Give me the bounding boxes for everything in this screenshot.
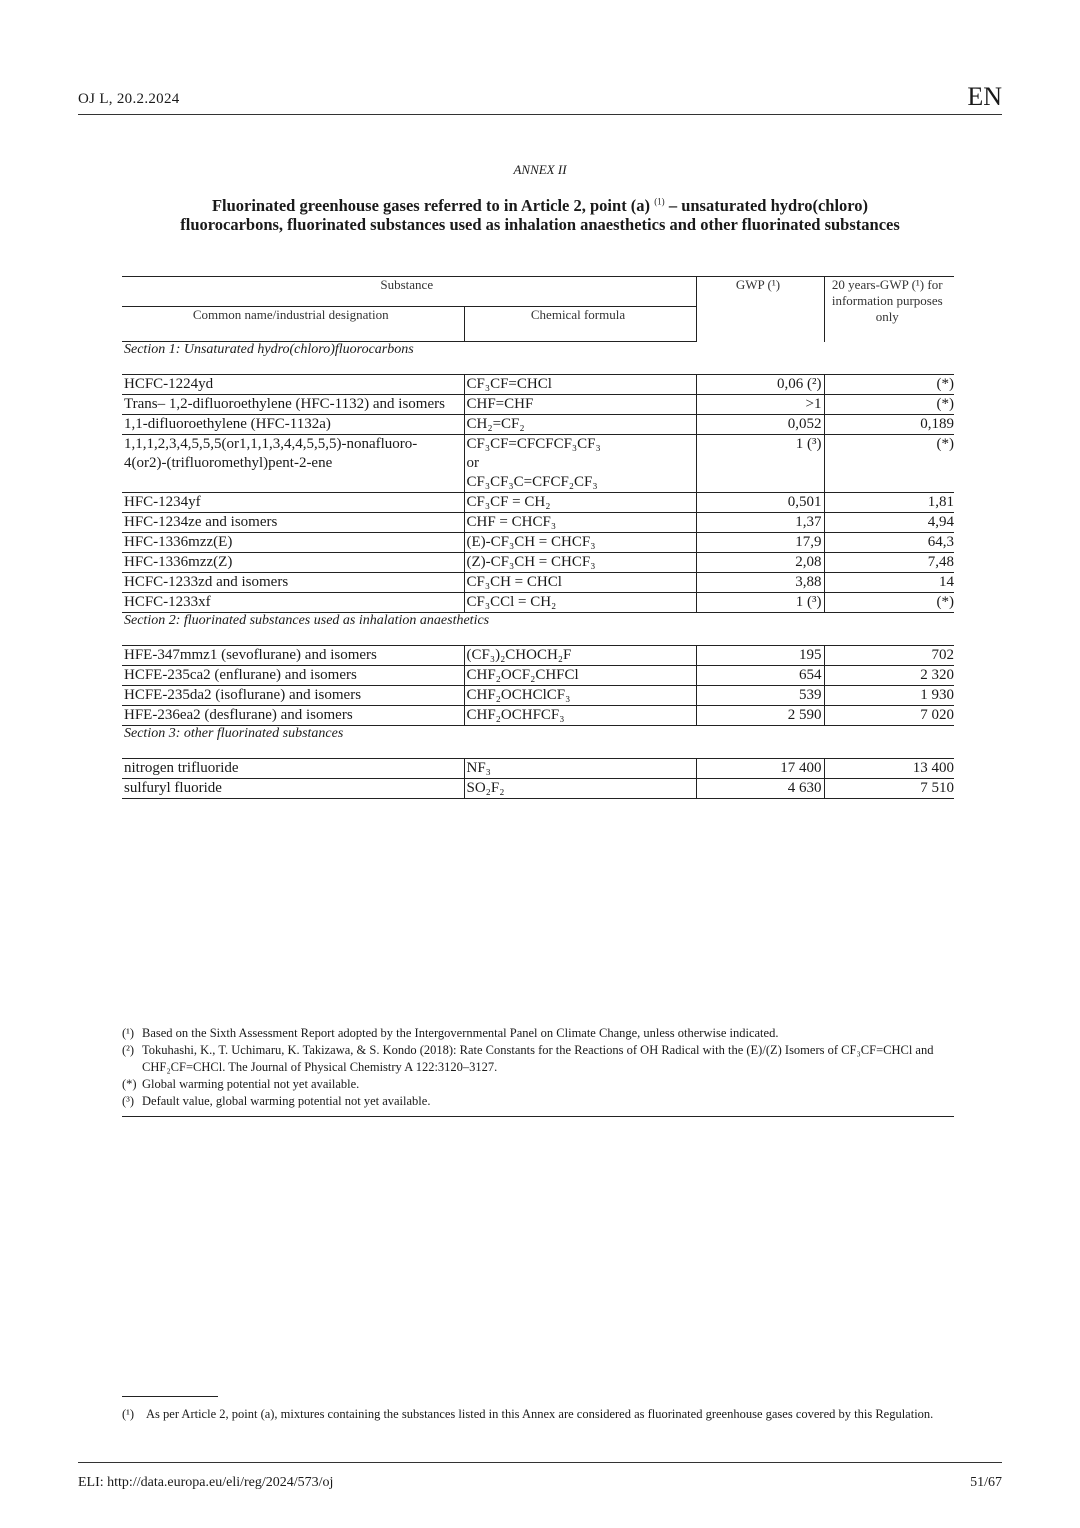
gwp-cell: 654 [696,666,824,686]
journal-reference: OJ L, 20.2.2024 [78,91,180,107]
note-text: Global warming potential not yet available. [142,1077,360,1091]
table-row [122,375,954,395]
section-title: Section 3: other fluorinated substances [122,726,954,759]
substance-name-cell: HFC-1336mzz(E) [122,533,464,553]
language-code: EN [967,82,1002,111]
chemical-formula-cell: CHF₂OCHFCF₃ [464,706,696,726]
header-common-name: Common name/industrial designation [122,307,464,342]
table-row [122,435,954,493]
gwp20-cell: 0,189 [824,415,954,435]
table-note [122,1076,954,1093]
page-number: 51/67 [970,1475,1002,1490]
gwp20-cell: (*) [824,395,954,415]
gwp-cell: 0,06 (²) [696,375,824,395]
chemical-formula-cell: SO₂F₂ [464,779,696,799]
table-row [122,706,954,726]
gwp20-cell: (*) [824,375,954,395]
footnote-mark: (¹) [122,1407,135,1421]
gwp20-cell: (*) [824,593,954,613]
gwp20-cell: 2 320 [824,666,954,686]
table-row [122,513,954,533]
section-title: Section 2: fluorinated substances used as inhalation anaesthetics [122,613,954,646]
gwp-cell: 2,08 [696,553,824,573]
gwp20-cell: 4,94 [824,513,954,533]
chemical-formula-cell: CHF₂OCHClCF₃ [464,686,696,706]
chemical-formula-cell: CF₃CF=CFCFCF₃CF₃ or CF₃CF₃C=CFCF₂CF₃ [464,435,696,493]
gwp-cell: 17,9 [696,533,824,553]
table-note [122,1093,954,1110]
chemical-formula-cell: CHF₂OCF₂CHFCl [464,666,696,686]
gwp20-cell: 14 [824,573,954,593]
page-header [78,82,1002,115]
table-row [122,533,954,553]
gwp-cell: 0,052 [696,415,824,435]
table-notes [122,1025,954,1117]
substance-name-cell: sulfuryl fluoride [122,779,464,799]
substance-name-cell: HFC-1234yf [122,493,464,513]
substance-name-cell: HFC-1336mzz(Z) [122,553,464,573]
section-title: Section 1: Unsaturated hydro(chloro)fluorocarbons [122,342,954,375]
header-chemical-formula: Chemical formula [464,307,696,342]
title-part-1: Fluorinated greenhouse gases referred to in Article 2, point (a) [211,196,651,215]
substance-name-cell: HCFE-235da2 (isoflurane) and isomers [122,686,464,706]
table-row [122,493,954,513]
substance-name-cell: HCFC-1233xf [122,593,464,613]
annex-label: ANNEX II [513,162,567,177]
table-row [122,666,954,686]
gwp-cell: 1,37 [696,513,824,533]
substance-name-cell: 1,1,1,2,3,4,5,5,5(or1,1,1,3,4,4,5,5,5)-nonafluoro-4(or2)-(trifluoromethyl)pent-2-ene [122,435,464,493]
title-part-2: – unsaturated hydro(chloro) fluorocarbons, fluorinated substances used as inhalation anaesthetics and other fluorinated substances [180,196,900,234]
chemical-formula-cell: (CF₃)₂CHOCH₂F [464,646,696,666]
substance-name-cell: 1,1-difluoroethylene (HFC-1132a) [122,415,464,435]
substance-name-cell: Trans– 1,2-difluoroethylene (HFC-1132) and isomers [122,395,464,415]
substance-name-cell: HCFE-235ca2 (enflurane) and isomers [122,666,464,686]
table-row [122,759,954,779]
gwp-cell: 1 (³) [696,593,824,613]
header-substance: Substance [122,277,696,307]
gwp-cell: 4 630 [696,779,824,799]
table-row [122,573,954,593]
note-mark: (³) [122,1094,135,1108]
substance-name-cell: HCFC-1233zd and isomers [122,573,464,593]
gwp20-cell: 1,81 [824,493,954,513]
gwp-cell: 3,88 [696,573,824,593]
header-gwp: GWP (¹) [696,277,824,342]
note-text: Default value, global warming potential not yet available. [142,1094,431,1108]
table-row [122,593,954,613]
chemical-formula-cell: CH₂=CF₂ [464,415,696,435]
gwp-cell: 195 [696,646,824,666]
table-row [122,395,954,415]
gwp20-cell: 7,48 [824,553,954,573]
gwp-table [122,276,954,799]
chemical-formula-cell: CHF = CHCF₃ [464,513,696,533]
gwp20-cell: 64,3 [824,533,954,553]
gwp-cell: 17 400 [696,759,824,779]
table-note [122,1042,954,1076]
gwp-cell: >1 [696,395,824,415]
chemical-formula-cell: CF₃CH = CHCl [464,573,696,593]
page-footnote [122,1406,958,1423]
substance-name-cell: HFE-347mmz1 (sevoflurane) and isomers [122,646,464,666]
table-row [122,415,954,435]
annex-title [180,196,900,234]
gwp20-cell: 7 020 [824,706,954,726]
header-gwp20: 20 years-GWP (¹) for information purposes only [831,277,943,324]
chemical-formula-cell: CHF=CHF [464,395,696,415]
table-note [122,1025,954,1042]
gwp-cell: 0,501 [696,493,824,513]
table-row [122,646,954,666]
gwp-cell: 1 (³) [696,435,824,493]
table-row [122,779,954,799]
gwp20-cell: 13 400 [824,759,954,779]
title-footnote-ref[interactable]: (1) [654,196,665,207]
chemical-formula-cell: CF₃CF = CH₂ [464,493,696,513]
note-mark: (*) [122,1077,137,1091]
gwp20-cell: (*) [824,435,954,493]
chemical-formula-cell: CF₃CF=CHCl [464,375,696,395]
section-row [122,613,954,646]
footnote-separator [122,1396,218,1397]
section-row [122,342,954,375]
substance-name-cell: nitrogen trifluoride [122,759,464,779]
chemical-formula-cell: NF₃ [464,759,696,779]
substance-name-cell: HFC-1234ze and isomers [122,513,464,533]
gwp-cell: 2 590 [696,706,824,726]
section-row [122,726,954,759]
gwp20-cell: 1 930 [824,686,954,706]
note-text: Tokuhashi, K., T. Uchimaru, K. Takizawa, & S. Kondo (2018): Rate Constants for the Reactions of OH Radical with the (E)/(Z) Isomers of CF₃CF=CHCl and CHF₂CF=CHCl. The Journal of Physical Chemistry A 122:3120–3127. [142,1043,934,1074]
chemical-formula-cell: (E)-CF₃CH = CHCF₃ [464,533,696,553]
page-footer [78,1462,1002,1490]
gwp20-cell: 702 [824,646,954,666]
gwp20-cell: 7 510 [824,779,954,799]
eli-link[interactable]: ELI: http://data.europa.eu/eli/reg/2024/573/oj [78,1475,334,1490]
footnote-text: As per Article 2, point (a), mixtures containing the substances listed in this Annex are considered as fluorinated greenhouse gases covered by this Regulation. [146,1407,934,1421]
chemical-formula-cell: CF₃CCl = CH₂ [464,593,696,613]
table-row [122,686,954,706]
chemical-formula-cell: (Z)-CF₃CH = CHCF₃ [464,553,696,573]
note-text: Based on the Sixth Assessment Report adopted by the Intergovernmental Panel on Climate Change, unless otherwise indicated. [142,1026,779,1040]
gwp-cell: 539 [696,686,824,706]
table-row [122,553,954,573]
note-mark: (¹) [122,1026,135,1040]
note-mark: (²) [122,1043,135,1057]
substance-name-cell: HCFC-1224yd [122,375,464,395]
substance-name-cell: HFE-236ea2 (desflurane) and isomers [122,706,464,726]
